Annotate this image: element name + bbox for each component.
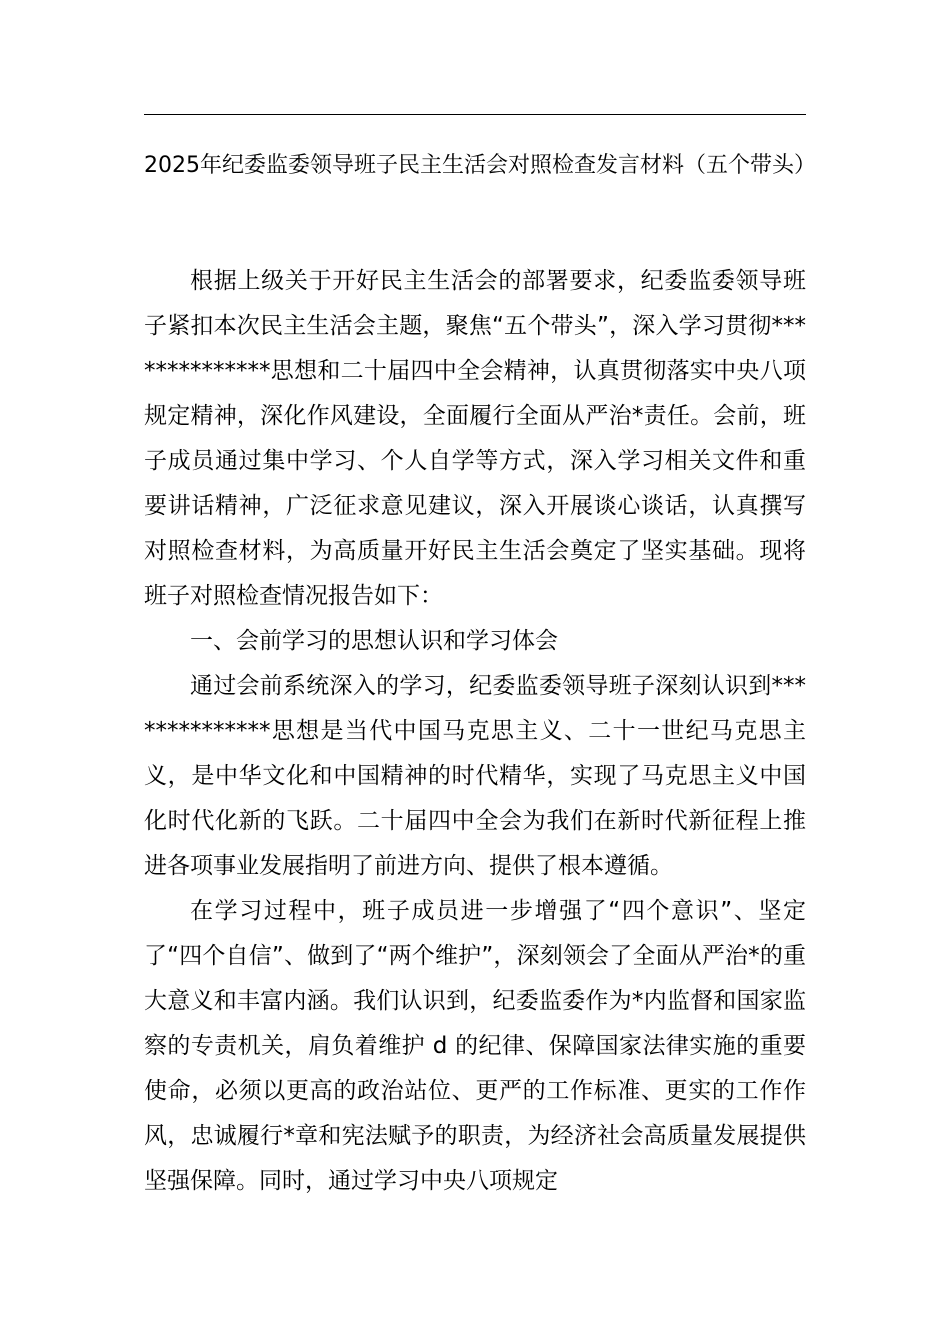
- section-heading-1: 一、会前学习的思想认识和学习体会: [190, 628, 558, 654]
- paragraph-study: 通过会前系统深入的学习，纪委监委领导班子深刻认识到**************思想是当代中国马克思主义、二十一世纪马克思主义，是中华文化和中国精神的时代精华，实现了马克思主义中国化时代化新的飞跃。二十届四中全会为我们在新时代新征程上推进各项事业发展指明了前进方向、提供了根本遵循。: [144, 673, 806, 879]
- paragraph-process: 在学习过程中，班子成员进一步增强了“四个意识”、坚定了“四个自信”、做到了“两个维护”，深刻领会了全面从严治*的重大意义和丰富内涵。我们认识到，纪委监委作为*内监督和国家监察的专责机关，肩负着维护 d 的纪律、保障国家法律实施的重要使命，必须以更高的政治站位、更严的工作标准、更实的工作作风，忠诚履行*章和宪法赋予的职责，为经济社会高质量发展提供坚强保障。同时，通过学习中央八项规定: [144, 898, 806, 1194]
- document-body: [144, 259, 806, 1204]
- document-title: 2025年纪委监委领导班子民主生活会对照检查发言材料（五个带头）: [144, 153, 816, 178]
- header-rule: [144, 114, 806, 115]
- paragraph-intro: 根据上级关于开好民主生活会的部署要求，纪委监委领导班子紧扣本次民主生活会主题，聚焦“五个带头”，深入学习贯彻**************思想和二十届四中全会精神，认真贯彻落实中央八项规定精神，深化作风建设，全面履行全面从严治*责任。会前，班子成员通过集中学习、个人自学等方式，深入学习相关文件和重要讲话精神，广泛征求意见建议，深入开展谈心谈话，认真撰写对照检查材料，为高质量开好民主生活会奠定了坚实基础。现将班子对照检查情况报告如下：: [144, 268, 806, 609]
